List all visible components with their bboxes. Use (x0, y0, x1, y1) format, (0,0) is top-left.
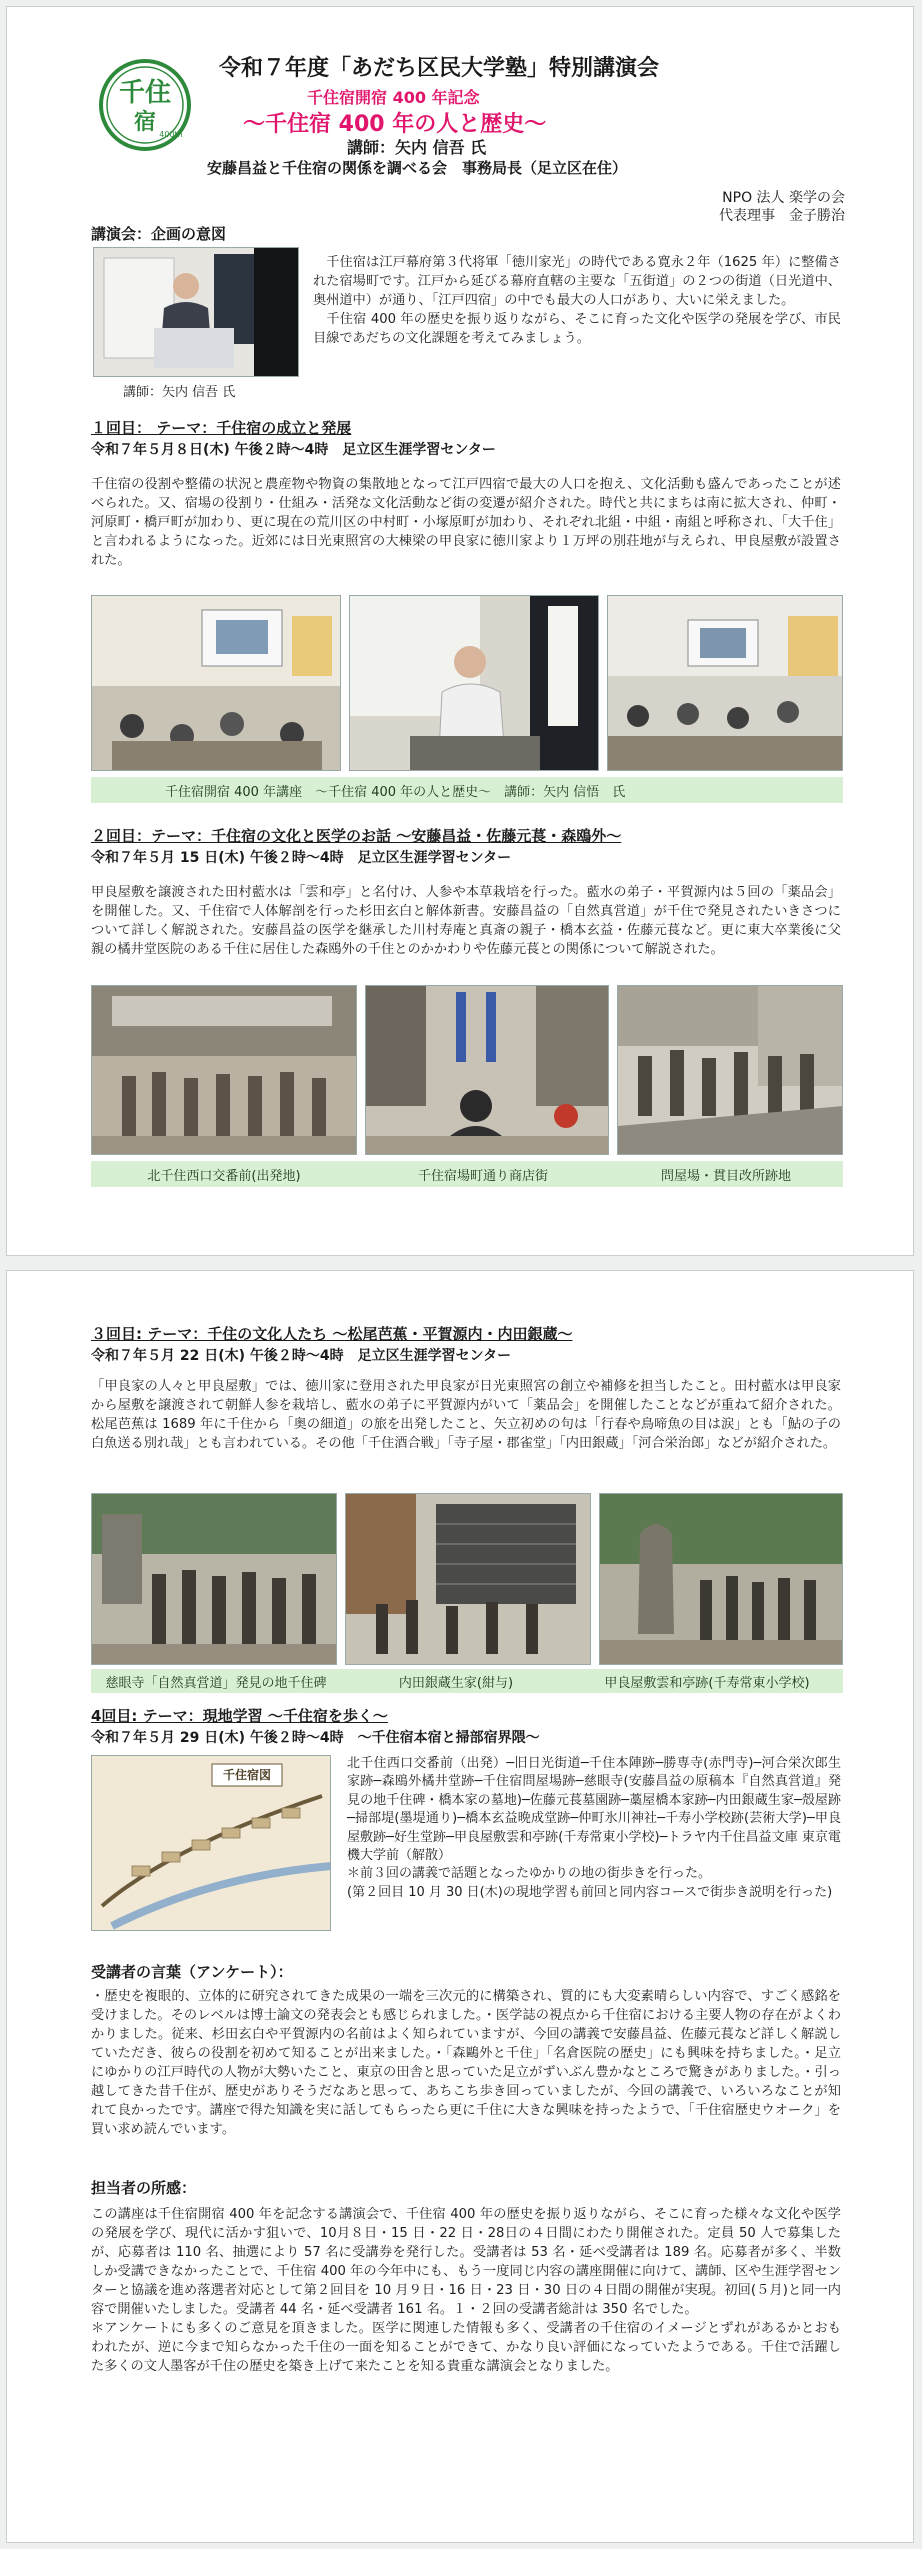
session1-caption-text: 千住宿開宿 400 年講座 ～千住宿 400 年の人と歴史～ 講師：矢内 信悟 氏 (165, 784, 626, 800)
org-name: NPO 法人 楽学の会 (722, 190, 845, 206)
session3-caption (91, 1669, 843, 1693)
session1-photo-2 (349, 595, 599, 771)
lecturer-affiliation: 安藤昌益と千住宿の関係を調べる会 事務局長（足立区在住） (207, 159, 628, 177)
session3-caption-3: 甲良屋敷雲和亭跡(千寿常東小学校) (604, 1675, 810, 1691)
lecturer-photo (93, 247, 299, 377)
feedback-heading: 受講者の言葉（アンケート）： (91, 1963, 293, 1981)
session4-date: 令和７年５月 29 日(木) 午後２時～4時 ～千住宿本宿と掃部宿界隈～ (91, 1730, 540, 1746)
remarks-text: この講座は千住宿開宿 400 年を記念する講演会で、千住宿 400 年の歴史を振り返りながら、そこに育った様々な文化や医学の発展を学び、現代に活かす狙いで、10月８日・15 日・22 日・28日の４日間にわたり開催された。定員 50 人で募集したが、応募者は 110 名、抽選により 57 名に受講券を発行した。受講者は 53 名・延べ受講者は 189 名。応募者が多く、半数しか受講できなかったことで、千住宿 400 年の今年中にも、もう一度同じ内容の講座開催に向けて、講師、区や生涯学習センターと協議を進め落選者対応として第２回目を 10 月９日・16 日・23 日・30 日の４日間の開催が実現。初回(５月)と同一内容で開催いたしました。受講者 44 名・延べ受講者 161 名。１・２回の受講者総計は 350 名でした。 ＊アンケートにも多くのご意見を頂きました。医学に関連した情報も多く、受講者の千住宿のイメージとずれがあるかとおもわれたが、逆に今まで知らなかった千住の一面を知ることができて、かなり良い評価になっていたようである。千住で活躍した多くの文人墨客が千住の歴史を築き上げて来たことを知る貴重な講演会となりました。 (91, 2207, 841, 2374)
session3-caption-1: 慈眼寺「自然真営道」発見の地千住碑 (105, 1675, 327, 1691)
svg-text:千住: 千住 (118, 78, 172, 108)
intro-text: 千住宿は江戸幕府第３代将軍「徳川家光」の時代である寛永２年（1625 年）に整備された宿場町です。江戸から延びる幕府直轄の主要な「五街道」の２つの街道（日光道中、奥州道中）が通り、「江戸四宿」の中でも最大の人口があり、大いに栄えました。 千住宿 400 年の歴史を振り返りながら、そこに育った文化や医学の発展を学び、市民目線であだちの文化課題を考えてみましょう。 (313, 255, 841, 346)
org-representative: 代表理事 金子勝治 (719, 208, 845, 224)
session2-heading-text: ２回目：テーマ：千住宿の文化と医学のお話 ～安藤昌益・佐藤元萇・森鴎外～ (91, 827, 622, 845)
session2-photo-2 (365, 985, 609, 1155)
event-subtitle-2: ～千住宿 400 年の人と歴史～ (243, 112, 547, 137)
session3-photo-2 (345, 1493, 591, 1665)
feedback-text: ・歴史を複眼的、立体的に研究されてきた成果の一端を三次元的に構築され、質的にも大変素晴らしい内容で、すごく感銘を受けました。そのレベルは博士論文の発表会とも感じられました。・医学誌の視点から千住宿における主要人物の存在がよくわかりました。従来、杉田玄白や平賀源内の名前はよく知られていますが、今回の講義で安藤昌益、佐藤元萇など詳しく解説していただき、彼らの役割を初めて知ることが出来ました。・「森鷗外と千住」「名倉医院の歴史」にも興味を持ちました。・足立にゆかりの江戸時代の人物が大勢いたこと、東京の田舎と思っていた足立がずいぶん豊かなところで驚きがありました。・引っ越してきた昔千住が、歴史がありそうだなあと思って、あちこち歩き回っていましたが、今回の講義で、いろいろなことが知れて良かったです。講座で得た知識を実に話してもらったら更に千住に大きな興味を持ったようで、「千住宿歴史ウオーク」を買い求め読んでいます。 (91, 1989, 841, 2137)
session4-route-text: 北千住西口交番前（出発）─旧日光街道─千住本陣跡─勝専寺(赤門寺)─河合栄次郎生家跡─森鴎外橘井堂跡─千住宿問屋場跡─慈眼寺(安藤昌益の原稿本『自然真営道』発見の地千住碑・橋本家の墓地)─佐藤元萇墓園跡─藁屋橋本家跡─内田銀蔵生家─殻屋跡─掃部堤(墨堤通り)─橋本玄益晩成堂跡─仲町氷川神社─千寿小学校跡(芸術大学)─甲良屋敷跡─好生堂跡─甲良屋敷雲和亭跡(千寿常東小学校)─トラヤ内千住昌益文庫 東京電機大学前（解散） ＊前３回の講義で話題となったゆかりの地の街歩きを行った。 (第２回目 10 月 30 日(木)の現地学習も前回と同内容コースで街歩き説明を行った) (347, 1756, 841, 1900)
session3-caption-2: 内田銀蔵生家(紺与) (398, 1675, 514, 1691)
session1-heading-text: １回目： テーマ：千住宿の成立と発展 (91, 419, 352, 437)
session4-heading (91, 1705, 388, 1726)
session2-caption-1: 北千住西口交番前(出発地) (147, 1168, 301, 1184)
svg-text:宿: 宿 (133, 109, 157, 135)
session3-photo-1 (91, 1493, 337, 1665)
svg-text:400th: 400th (159, 130, 183, 139)
session1-text: 千住宿の役割や整備の状況と農産物や物資の集散地となって江戸四宿で最大の人口を抱え、文化活動も盛んであったことが述べられた。又、宿場の役割り・仕組み・活発な文化活動など街の変遷が紹介された。時代と共にまちは南に拡大され、仲町・河原町・橋戸町が加わり、更に現在の荒川区の中村町・小塚原町が加わり、それぞれ北組・中組・南組と呼称され、「大千住」と言われるようになった。近郊には日光東照宮の大棟梁の甲良家に徳川家より１万坪の別荘地が与えられ、甲良屋敷が設置された。 (91, 477, 841, 568)
session3-photo-3 (599, 1493, 843, 1665)
session2-date: 令和７年５月 15 日(木) 午後２時～4時 足立区生涯学習センター (91, 850, 512, 866)
session4-heading-text: 4回目: テーマ：現地学習 ～千住宿を歩く～ (91, 1707, 388, 1725)
remarks-heading: 担当者の所感： (91, 2179, 197, 2197)
page-2 (6, 1270, 914, 2543)
session1-photo-3 (607, 595, 843, 771)
intro-heading: 講演会：企画の意図 (91, 225, 227, 243)
session1-photo-1 (91, 595, 341, 771)
sendaijuku-400-logo (97, 57, 193, 153)
session2-heading (91, 825, 621, 846)
session2-photo-3 (617, 985, 843, 1155)
event-subtitle-1: 千住宿開宿 400 年記念 (307, 88, 480, 107)
session2-caption-3: 問屋場・貫目改所跡地 (660, 1168, 791, 1184)
session2-caption (91, 1161, 843, 1187)
session3-heading-text: ３回目: テーマ：千住の文化人たち ～松尾芭蕉・平賀源内・内田銀蔵～ (91, 1325, 573, 1343)
session1-date: 令和７年５月８日(木) 午後２時～4時 足立区生涯学習センター (91, 442, 496, 458)
session3-heading (91, 1323, 572, 1344)
sendaijuku-map (91, 1755, 331, 1931)
session3-date: 令和７年５月 22 日(木) 午後２時～4時 足立区生涯学習センター (91, 1348, 512, 1364)
lecturer-name: 講師：矢内 信吾 氏 (347, 138, 487, 157)
event-title: 令和７年度「あだち区民大学塾」特別講演会 (219, 56, 660, 81)
session1-caption (91, 777, 843, 803)
session2-caption-2: 千住宿場町通り商店街 (417, 1168, 548, 1184)
lecturer-photo-caption: 講師：矢内 信吾 氏 (123, 385, 236, 400)
session2-photo-1 (91, 985, 357, 1155)
session2-text: 甲良屋敷を譲渡された田村藍水は「雲和亭」と名付け、人参や本草栽培を行った。藍水の弟子・平賀源内は５回の「薬品会」を開催した。又、千住宿で人体解剖を行った杉田玄白と解体新書。安藤昌益の「自然真営道」が千住で発見されたいきさつについて詳しく解説された。安藤昌益の医学を継承した川村寿庵と真斎の親子・橋本玄益・佐藤元萇など。更に東大卒業後に父親の橘井堂医院のある千住に居住した森鴎外の千住とのかかわりや佐藤元萇との関係について解説された。 (91, 885, 841, 957)
map-title: 千住宿図 (222, 1768, 271, 1782)
session1-heading (91, 417, 351, 438)
page-1 (6, 6, 914, 1256)
session3-text: 「甲良家の人々と甲良屋敷」では、徳川家に登用された甲良家が日光東照宮の創立や補修を担当したこと。田村藍水は甲良家から屋敷を譲渡されて朝鮮人参を栽培し、藍水の弟子に平賀源内がいて「薬品会」を開催したことなどが重ねて紹介された。松尾芭蕉は 1689 年に千住から「奥の細道」の旅を出発したこと、矢立初めの句は「行春や鳥啼魚の目は涙」とも「鮎の子の白魚送る別れ哉」とも言われている。その他「千住酒合戦」「寺子屋・郡雀堂」「内田銀蔵」「河合栄治郎」などが紹介された。 (91, 1379, 841, 1451)
